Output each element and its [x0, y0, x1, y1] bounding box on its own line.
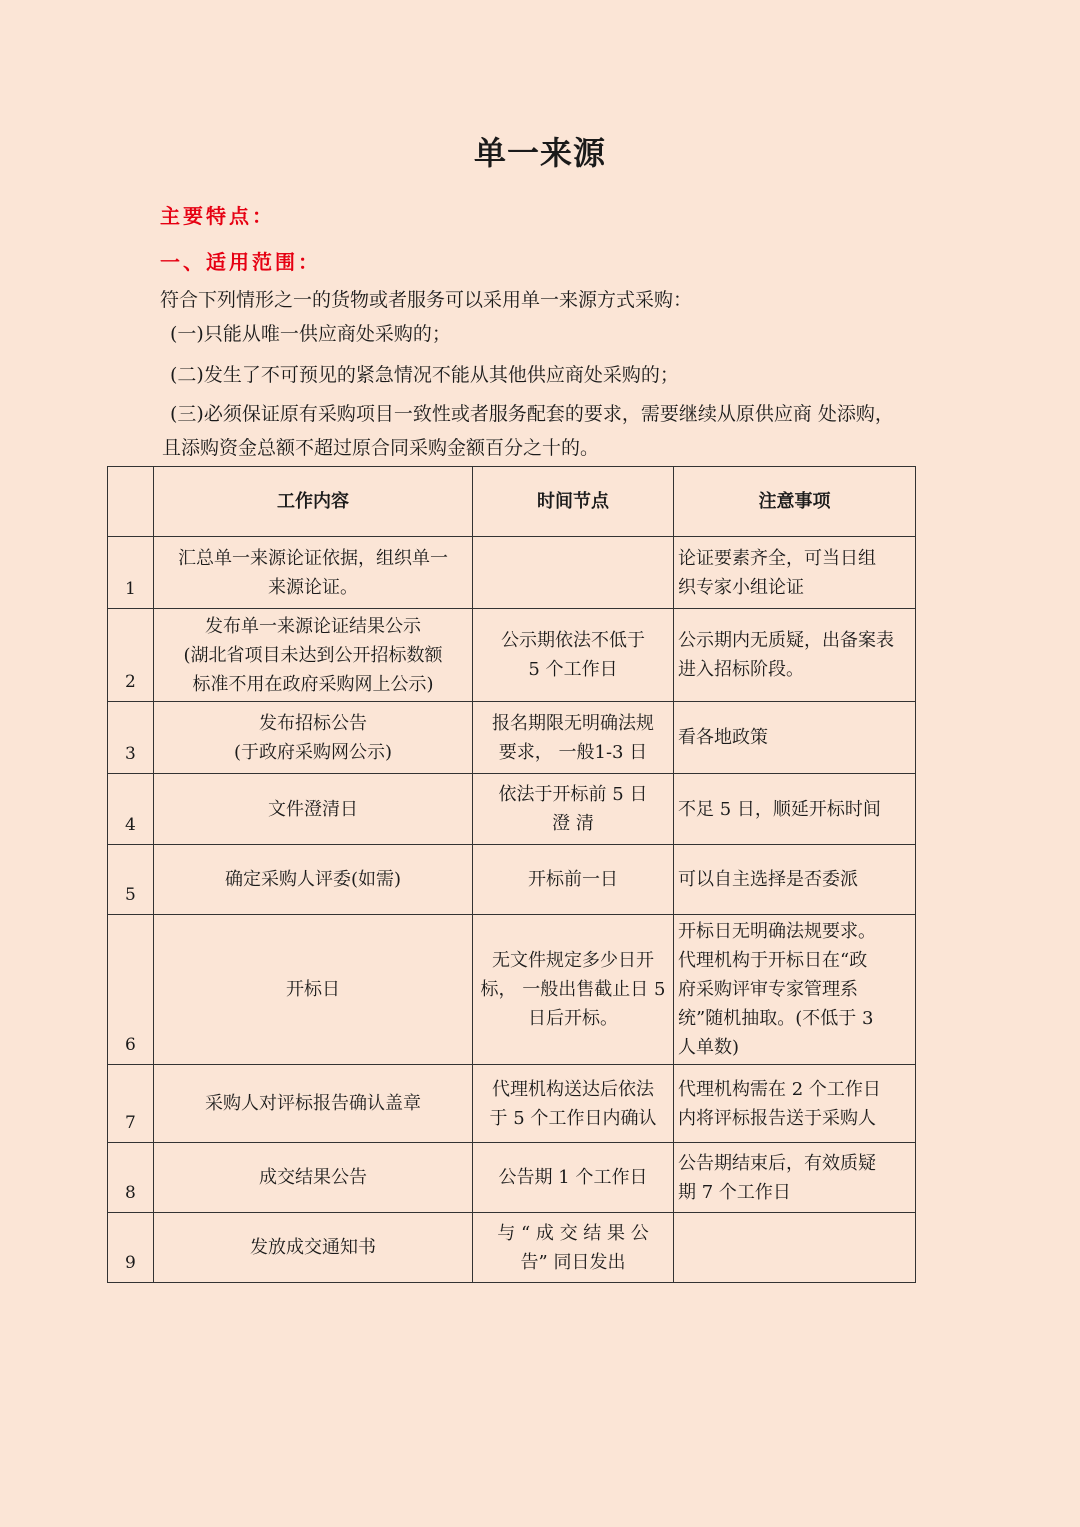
work-cell-line: 确定采购人评委(如需) — [224, 869, 402, 890]
note-cell — [674, 915, 916, 1065]
row-number: 3 — [108, 702, 154, 774]
table-header-row — [108, 467, 916, 537]
work-cell-line: 开标日 — [286, 979, 340, 1000]
time-cell-line: 标， 一般出售截止日 5 — [480, 979, 666, 1000]
table-row — [108, 702, 916, 774]
time-cell-line: 报名期限无明确法规 — [492, 712, 654, 734]
work-cell — [154, 845, 473, 915]
time-cell-line: 公告期 1 个工作日 — [498, 1167, 648, 1188]
note-cell — [674, 774, 916, 845]
row-number: 2 — [108, 609, 154, 702]
work-cell — [154, 1213, 473, 1283]
row-number: 4 — [108, 774, 154, 845]
time-cell — [473, 609, 674, 702]
time-cell-line: 澄 清 — [552, 813, 594, 834]
work-cell-line: 文件澄清日 — [268, 798, 358, 820]
procedure-table — [107, 466, 916, 1283]
note-cell — [674, 609, 916, 702]
condition-2: (二)发生了不可预见的紧急情况不能从其他供应商处采购的； — [170, 364, 679, 386]
time-cell-line: 代理机构送达后依法 — [492, 1078, 654, 1100]
time-cell-line: 依法于开标前 5 日 — [498, 784, 648, 805]
note-cell — [674, 702, 916, 774]
row-number: 5 — [108, 845, 154, 915]
note-cell-line: 看各地政策 — [678, 727, 768, 748]
row-number: 6 — [108, 915, 154, 1065]
note-cell — [674, 1065, 916, 1143]
header-index — [108, 467, 154, 537]
note-cell-line: 府采购评审专家管理系 — [678, 979, 858, 1000]
work-cell-line: 采购人对评标报告确认盖章 — [205, 1093, 421, 1114]
note-cell-line: 不足 5 日，顺延开标时间 — [678, 798, 881, 820]
time-cell — [473, 1143, 674, 1213]
note-cell-line: 织专家小组论证 — [678, 576, 804, 598]
header-note: 注意事项 — [674, 467, 916, 537]
time-cell-line: 要求， 一般1-3 日 — [498, 741, 648, 763]
table-row — [108, 774, 916, 845]
condition-1: (一)只能从唯一供应商处采购的； — [170, 323, 451, 345]
note-cell-line: 人单数) — [678, 1037, 740, 1058]
row-number: 9 — [108, 1213, 154, 1283]
time-cell-line: 开标前一日 — [528, 869, 618, 890]
work-cell — [154, 537, 473, 609]
work-cell-line: 标准不用在政府采购网上公示) — [192, 673, 434, 695]
table-row — [108, 537, 916, 609]
time-cell — [473, 774, 674, 845]
work-cell-line: (湖北省项目未达到公开招标数额 — [183, 644, 443, 666]
note-cell-line: 开标日无明确法规要求。 — [678, 921, 876, 942]
note-cell-line: 公告期结束后，有效质疑 — [678, 1152, 876, 1174]
row-number: 8 — [108, 1143, 154, 1213]
work-cell-line: 发放成交通知书 — [250, 1237, 376, 1258]
table-body — [108, 537, 916, 1283]
note-cell-line: 进入招标阶段。 — [678, 659, 804, 680]
work-cell-line: 发布招标公告 — [259, 712, 367, 734]
note-cell-line: 论证要素齐全，可当日组 — [678, 547, 876, 569]
time-cell — [473, 845, 674, 915]
time-cell-line: 5 个工作日 — [528, 659, 618, 680]
work-cell-line: 发布单一来源论证结果公示 — [205, 615, 421, 637]
work-cell — [154, 774, 473, 845]
work-cell — [154, 1143, 473, 1213]
features-heading: 主要特点： — [160, 204, 275, 228]
work-cell — [154, 1065, 473, 1143]
table-row — [108, 1143, 916, 1213]
table-row — [108, 1065, 916, 1143]
intro-paragraph: 符合下列情形之一的货物或者服务可以采用单一来源方式采购： — [160, 289, 693, 311]
work-cell-line: (于政府采购网公示) — [233, 741, 393, 763]
work-cell-line: 成交结果公告 — [259, 1167, 367, 1188]
note-cell — [674, 537, 916, 609]
work-cell — [154, 915, 473, 1065]
note-cell-line: 内将评标报告送于采购人 — [678, 1107, 876, 1129]
table-row — [108, 915, 916, 1065]
time-cell-line: 告” 同日发出 — [520, 1251, 626, 1273]
condition-3: (三)必须保证原有采购项目一致性或者服务配套的要求，需要继续从原供应商 处添购， — [170, 403, 894, 425]
time-cell-line: 无文件规定多少日开 — [492, 950, 654, 971]
note-cell-line: 统”随机抽取。(不低于 3 — [678, 1008, 874, 1029]
time-cell-line: 公示期依法不低于 — [501, 630, 645, 651]
time-cell-line: 于 5 个工作日内确认 — [489, 1107, 657, 1129]
time-cell — [473, 1065, 674, 1143]
note-cell — [674, 1213, 916, 1283]
row-number: 7 — [108, 1065, 154, 1143]
time-cell — [473, 915, 674, 1065]
work-cell-line: 来源论证。 — [268, 576, 358, 598]
header-work: 工作内容 — [154, 467, 473, 537]
scope-heading: 一、适用范围： — [160, 250, 321, 274]
table-row — [108, 845, 916, 915]
page-title: 单一来源 — [473, 134, 606, 172]
header-time: 时间节点 — [473, 467, 674, 537]
note-cell-line: 可以自主选择是否委派 — [678, 869, 858, 890]
note-cell — [674, 1143, 916, 1213]
note-cell-line: 代理机构需在 2 个工作日 — [678, 1078, 881, 1100]
work-cell — [154, 702, 473, 774]
note-cell-line: 公示期内无质疑，出备案表 — [678, 630, 894, 651]
note-cell — [674, 845, 916, 915]
time-cell — [473, 1213, 674, 1283]
table-row — [108, 1213, 916, 1283]
time-cell-line: 日后开标。 — [528, 1008, 618, 1029]
work-cell-line: 汇总单一来源论证依据，组织单一 — [178, 547, 448, 569]
table-row — [108, 609, 916, 702]
work-cell — [154, 609, 473, 702]
time-cell-line: 与 “ 成 交 结 果 公 — [497, 1222, 649, 1244]
time-cell — [473, 537, 674, 609]
row-number: 1 — [108, 537, 154, 609]
condition-3-continued: 且添购资金总额不超过原合同采购金额百分之十的。 — [162, 437, 600, 459]
note-cell-line: 期 7 个工作日 — [678, 1181, 791, 1203]
time-cell — [473, 702, 674, 774]
note-cell-line: 代理机构于开标日在“政 — [678, 950, 868, 971]
